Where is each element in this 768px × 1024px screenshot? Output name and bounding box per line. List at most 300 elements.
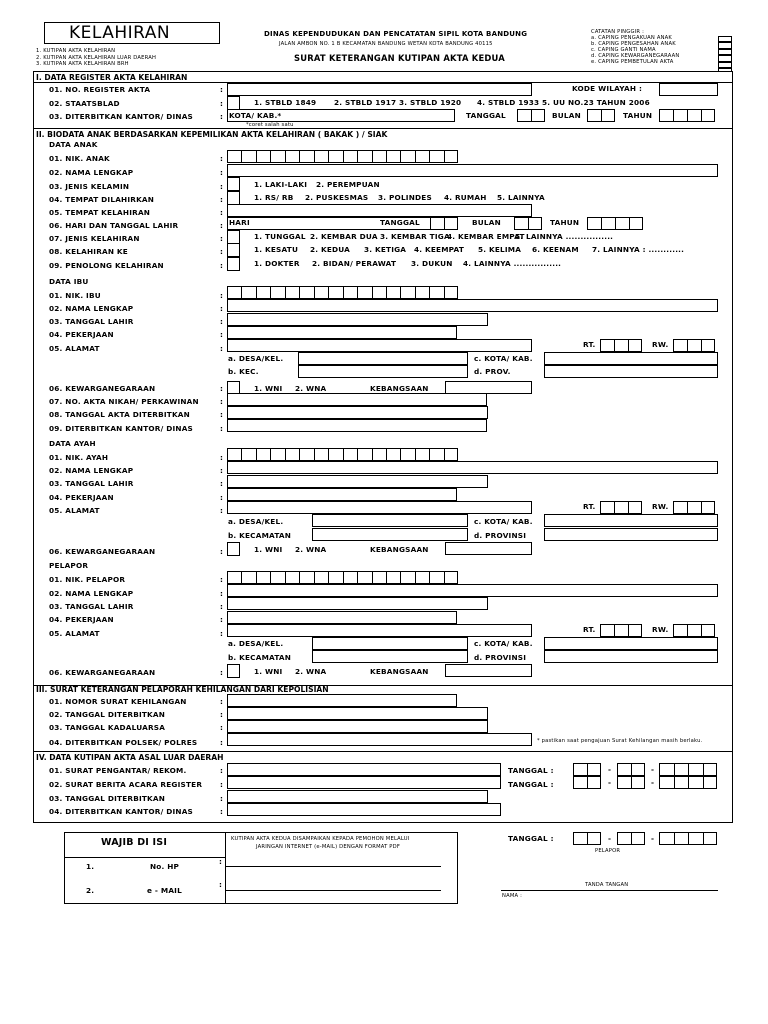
cell-divider [587, 777, 588, 788]
colon: : [220, 168, 224, 177]
email-info: JARINGAN INTERNET (e-MAIL) DENGAN FORMAT PDF [256, 844, 401, 850]
cell-divider [270, 572, 271, 583]
item-number: 2. [86, 886, 95, 895]
pelapor-kebangsaan-input[interactable] [445, 664, 532, 677]
colon: : [220, 493, 224, 502]
section-divider [33, 751, 733, 752]
cell-divider [687, 502, 688, 513]
ibu-lahir-date-frame [227, 313, 488, 326]
cell-divider [688, 833, 689, 844]
cell-divider [357, 449, 358, 460]
nik-anak-cells[interactable] [227, 150, 458, 163]
ayah-field-label: 04. PEKERJAAN [49, 493, 114, 502]
cell-divider [444, 287, 445, 298]
kota-input[interactable] [544, 352, 718, 365]
colon: : [220, 195, 224, 204]
colon: : [220, 261, 224, 270]
colon: : [220, 234, 224, 243]
cell-divider [614, 340, 615, 351]
cell-divider [314, 449, 315, 460]
cell-divider [688, 764, 689, 775]
cell-divider [270, 287, 271, 298]
provinsi-input[interactable] [544, 650, 718, 663]
staatsblad-box[interactable] [227, 96, 240, 110]
rt-label: RT. [583, 340, 596, 349]
cell-divider [328, 151, 329, 162]
cell-divider [628, 340, 629, 351]
anak-field-label: 09. PENOLONG KELAHIRAN [49, 261, 164, 270]
colon: : [220, 247, 224, 256]
pengantar-mm-cells[interactable] [617, 763, 645, 776]
ttd-yyyy-cells[interactable] [659, 832, 717, 845]
cell-divider [674, 777, 675, 788]
cell-divider [701, 110, 702, 121]
form-title-kelahiran: KELAHIRAN [69, 23, 171, 43]
tempat-kelahiran-input[interactable] [227, 204, 532, 217]
agency-name: DINAS KEPENDUDUKAN DAN PENCATATAN SIPIL KOTA BANDUNG [264, 30, 528, 38]
option: 4. KEEMPAT [414, 245, 465, 254]
option: 7. LAINNYA : ............ [592, 245, 685, 254]
dash-separator: - [651, 778, 655, 787]
note-item: a. CAPING PENGAKUAN ANAK [591, 35, 673, 41]
ibu-field-label: 02. NAMA LENGKAP [49, 304, 134, 313]
ayah-kewarganegaraan-box[interactable] [227, 542, 240, 556]
cell-divider [444, 151, 445, 162]
dash-separator: - [608, 834, 612, 843]
pelapor-field-label: 05. ALAMAT [49, 629, 100, 638]
cell-divider [429, 572, 430, 583]
ayah-field-label: 03. TANGGAL LAHIR [49, 479, 134, 488]
dash-separator: - [608, 765, 612, 774]
wni-option: 1. WNI [254, 545, 283, 554]
cell-divider [701, 625, 702, 636]
note-item: d. CAPING KEWARGANEGARAAN [591, 53, 680, 59]
cell-divider [299, 151, 300, 162]
colon: : [220, 780, 224, 789]
cell-divider [314, 151, 315, 162]
cell-divider [415, 287, 416, 298]
option: 5. KELIMA [478, 245, 522, 254]
anak-field-label: 08. KELAHIRAN KE [49, 247, 128, 256]
desa-input[interactable] [312, 514, 468, 527]
pengantar-yyyy-cells[interactable] [659, 763, 717, 776]
pelapor-field-label: 03. TANGGAL LAHIR [49, 602, 134, 611]
nik-pelapor-cells[interactable] [227, 571, 458, 584]
cell-divider [631, 764, 632, 775]
cell-divider [687, 625, 688, 636]
hari-input[interactable] [227, 217, 455, 230]
colon: : [220, 221, 224, 230]
kecamatan-input[interactable] [312, 528, 468, 541]
staatsblad-option: 4. STBLD 1933 [477, 98, 540, 107]
signature-line [501, 890, 718, 891]
cell-divider [444, 218, 445, 229]
kebangsaan-label: KEBANGSAAN [370, 384, 429, 393]
colon: : [219, 880, 223, 889]
cell-divider [429, 287, 430, 298]
cell-divider [674, 833, 675, 844]
staatsblad-option: 1. STBLD 1849 [254, 98, 317, 107]
email-line [226, 890, 441, 891]
cell-divider [256, 572, 257, 583]
ayah-rt-cells[interactable] [600, 501, 642, 514]
wni-option: 1. WNI [254, 667, 283, 676]
colon: : [220, 291, 224, 300]
option: 5. LAINNYA ................ [515, 232, 614, 241]
dash-separator: - [608, 778, 612, 787]
cell-divider [270, 151, 271, 162]
anak-field-label: 06. HARI DAN TANGGAL LAHIR [49, 221, 179, 230]
cell-divider [299, 287, 300, 298]
colon: : [220, 807, 224, 816]
kode-wilayah-label: KODE WILAYAH : [572, 84, 643, 93]
kota-label: c. KOTA/ KAB. [474, 639, 533, 648]
rw-label: RW. [652, 502, 669, 511]
ibu-field-label: 01. NIK. IBU [49, 291, 101, 300]
option: 1. RS/ RB [254, 193, 294, 202]
cell-divider [528, 218, 529, 229]
ayah-field-label: 02. NAMA LENGKAP [49, 466, 134, 475]
ibu-field-label: 05. ALAMAT [49, 344, 100, 353]
option: 3. KETIGA [364, 245, 407, 254]
anak-field-label: 07. JENIS KELAHIRAN [49, 234, 140, 243]
pelapor-field-label: 01. NIK. PELAPOR [49, 575, 126, 584]
field-label: 01. NO. REGISTER AKTA [49, 85, 151, 94]
kota-kab-label: KOTA/ KAB.* [229, 111, 282, 120]
colon: : [220, 575, 224, 584]
cell-divider [372, 449, 373, 460]
cell-divider [299, 449, 300, 460]
option: 5. LAINNYA [497, 193, 545, 202]
section4-field-label: 04. DITERBITKAN KANTOR/ DINAS [49, 807, 194, 816]
cell-divider [328, 449, 329, 460]
nama-anak-input[interactable] [227, 164, 718, 177]
section-divider [33, 128, 733, 129]
cell-divider [241, 572, 242, 583]
berita-acara-input[interactable] [227, 776, 501, 789]
section4-field-label: 03. TANGGAL DITERBITKAN [49, 794, 166, 803]
kec-input[interactable] [298, 365, 468, 378]
desa-input[interactable] [298, 352, 468, 365]
ibu-field-label: 08. TANGGAL AKTA DITERBITKAN [49, 410, 190, 419]
colon: : [220, 344, 224, 353]
cell-divider [285, 151, 286, 162]
bulan-label: BULAN [552, 111, 581, 120]
coret-note: *coret salah satu [246, 122, 294, 128]
kota-label: c. KOTA/ KAB. [474, 517, 533, 526]
tahun-cells[interactable] [659, 109, 715, 122]
ibu-field-label: 03. TANGGAL LAHIR [49, 317, 134, 326]
option: 3. POLINDES [378, 193, 432, 202]
cell-divider [531, 110, 532, 121]
colon: : [220, 330, 224, 339]
kecamatan-label: b. KECAMATAN [228, 531, 292, 540]
colon: : [220, 466, 224, 475]
colon: : [220, 710, 224, 719]
pelapor-field-label: 04. PEKERJAAN [49, 615, 114, 624]
cell-divider [328, 572, 329, 583]
tanggal-label: TANGGAL [466, 111, 506, 120]
nama-ibu-input[interactable] [227, 299, 718, 312]
nama-ayah-input[interactable] [227, 461, 718, 474]
wni-option: 1. WNI [254, 384, 283, 393]
cell-divider [631, 777, 632, 788]
colon: : [220, 479, 224, 488]
colon: : [220, 317, 224, 326]
pelapor-label: PELAPOR [595, 848, 621, 854]
staatsblad-option: 3. STBLD 1920 [399, 98, 462, 107]
ibu-field-label: 07. NO. AKTA NIKAH/ PERKAWINAN [49, 397, 199, 406]
cell-divider [587, 833, 588, 844]
colon: : [220, 794, 224, 803]
colon: : [220, 602, 224, 611]
anak-field-label: 02. NAMA LENGKAP [49, 168, 134, 177]
cell-divider [357, 151, 358, 162]
cell-divider [270, 449, 271, 460]
tanggal-label: TANGGAL : [508, 834, 554, 843]
section1-title: I. DATA REGISTER AKTA KELAHIRAN [36, 73, 188, 82]
tahun-label: TAHUN [623, 111, 653, 120]
prov-input[interactable] [544, 365, 718, 378]
rt-label: RT. [583, 502, 596, 511]
colon: : [220, 766, 224, 775]
kehilangan-kadaluarsa-date-frame [227, 720, 488, 733]
item-number: 1. [86, 862, 95, 871]
colon: : [220, 668, 224, 677]
kota-input[interactable] [544, 514, 718, 527]
cell-divider [444, 572, 445, 583]
colon: : [220, 615, 224, 624]
cell-divider [688, 777, 689, 788]
provinsi-input[interactable] [544, 528, 718, 541]
cell-divider [400, 151, 401, 162]
colon: : [220, 384, 224, 393]
alamat-ayah-input[interactable] [227, 501, 532, 514]
cell-divider [703, 833, 704, 844]
option: 2. KEDUA [310, 245, 351, 254]
cell-divider [343, 151, 344, 162]
cell-divider [444, 449, 445, 460]
option: 1. KESATU [254, 245, 299, 254]
bulan-cells[interactable] [514, 217, 542, 230]
option: 1. LAKI-LAKI [254, 180, 308, 189]
section3-title: III. SURAT KETERANGAN PELAPORAH KEHILANGAN DARI KEPOLISIAN [36, 685, 329, 694]
cell-divider [386, 287, 387, 298]
pelapor-kewarganegaraan-box[interactable] [227, 664, 240, 678]
register-akta-input[interactable] [227, 83, 532, 96]
ibu-field-label: 06. KEWARGANEGARAAN [49, 384, 156, 393]
tahun-cells[interactable] [587, 217, 643, 230]
pelapor-rw-cells[interactable] [673, 624, 715, 637]
email-label: e - MAIL [147, 886, 182, 895]
kantor-luar-input[interactable] [227, 803, 501, 816]
colon: : [220, 208, 224, 217]
data-ayah-title: DATA AYAH [49, 439, 96, 448]
colon: : [220, 424, 224, 433]
kantor-ibu-input[interactable] [227, 419, 487, 432]
berita-acara-yyyy-cells[interactable] [659, 776, 717, 789]
cell-divider [628, 625, 629, 636]
cell-divider [256, 449, 257, 460]
cell-divider [703, 777, 704, 788]
colon: : [220, 738, 224, 747]
no-hp-line [226, 866, 441, 867]
nama-pelapor-input[interactable] [227, 584, 718, 597]
rw-label: RW. [652, 340, 669, 349]
alamat-ibu-input[interactable] [227, 339, 532, 352]
prov-label: d. PROV. [474, 367, 511, 376]
ayah-rw-cells[interactable] [673, 501, 715, 514]
cell-divider [601, 218, 602, 229]
cell-divider [386, 572, 387, 583]
ayah-kebangsaan-input[interactable] [445, 542, 532, 555]
cell-divider [256, 287, 257, 298]
colon: : [220, 723, 224, 732]
section3-field-label: 02. TANGGAL DITERBITKAN [49, 710, 166, 719]
cell-divider [629, 218, 630, 229]
cell-divider [687, 110, 688, 121]
section3-field-label: 04. DITERBITKAN POLSEK/ POLRES [49, 738, 198, 747]
berita-acara-mm-cells[interactable] [617, 776, 645, 789]
cell-divider [285, 572, 286, 583]
colon: : [220, 629, 224, 638]
cell-divider [614, 625, 615, 636]
polsek-input[interactable] [227, 733, 532, 746]
bulan-cells[interactable] [587, 109, 615, 122]
tanggal-label: TANGGAL : [508, 780, 554, 789]
ibu-rt-cells[interactable] [600, 339, 642, 352]
dash-separator: - [651, 834, 655, 843]
cell-divider [701, 502, 702, 513]
staatsblad-option: 5. UU NO.23 TAHUN 2006 [542, 98, 650, 107]
jenis-kelahiran-box[interactable] [227, 230, 240, 244]
desa-input[interactable] [312, 637, 468, 650]
tanggal-cells[interactable] [430, 217, 458, 230]
ttd-mm-cells[interactable] [617, 832, 645, 845]
cell-divider [614, 502, 615, 513]
cell-divider [415, 449, 416, 460]
cell-divider [631, 833, 632, 844]
pekerjaan-ayah-input[interactable] [227, 488, 457, 501]
colon: : [220, 589, 224, 598]
berita-acara-dd-cells[interactable] [573, 776, 601, 789]
cell-divider [615, 218, 616, 229]
cell-divider [256, 151, 257, 162]
ttd-dd-cells[interactable] [573, 832, 601, 845]
provinsi-label: d. PROVINSI [474, 531, 527, 540]
pelapor-lahir-date-frame [227, 597, 488, 610]
cell-divider [429, 151, 430, 162]
wna-option: 2. WNA [295, 667, 327, 676]
option: 3. DUKUN [411, 259, 453, 268]
field-label: 03. DITERBITKAN KANTOR/ DINAS [49, 112, 194, 121]
cell-divider [372, 287, 373, 298]
kelahiran-ke-box[interactable] [227, 243, 240, 257]
akta-nikah-date-frame [227, 406, 488, 419]
luar-terbit-date-frame [227, 790, 488, 803]
ayah-field-label: 01. NIK. AYAH [49, 453, 109, 462]
kota-input[interactable] [544, 637, 718, 650]
colon: : [220, 304, 224, 313]
section4-field-label: 01. SURAT PENGANTAR/ REKOM. [49, 766, 187, 775]
form-type-item: 1. KUTIPAN AKTA KELAHIRAN [36, 48, 116, 54]
kode-wilayah-input[interactable] [659, 83, 718, 96]
tanggal-label: TANGGAL : [508, 766, 554, 775]
tanggal-cells[interactable] [517, 109, 545, 122]
nik-ibu-cells[interactable] [227, 286, 458, 299]
form-type-item: 3. KUTIPAN AKTA KELAHIRAN BRH [36, 61, 129, 67]
kota-label: c. KOTA/ KAB. [474, 354, 533, 363]
wajib-divider [64, 857, 225, 858]
ayah-field-label: 06. KEWARGANEGARAAN [49, 547, 156, 556]
kehilangan-note: * pastikan saat pengajuan Surat Kehilangan masih berlaku. [537, 738, 703, 744]
cell-divider [357, 572, 358, 583]
option: 1. DOKTER [254, 259, 300, 268]
section4-title: IV. DATA KUTIPAN AKTA ASAL LUAR DAERAH [36, 753, 224, 762]
option: 2. KEMBAR DUA [310, 232, 378, 241]
kebangsaan-label: KEBANGSAAN [370, 545, 429, 554]
kecamatan-input[interactable] [312, 650, 468, 663]
tahun-label: TAHUN [550, 218, 580, 227]
option: 2. PEREMPUAN [316, 180, 380, 189]
pekerjaan-ibu-input[interactable] [227, 326, 457, 339]
cell-divider [429, 449, 430, 460]
colon: : [220, 112, 224, 121]
wajib-divider [225, 832, 226, 904]
pengantar-dd-cells[interactable] [573, 763, 601, 776]
jenis-kelamin-box[interactable] [227, 177, 240, 191]
pelapor-field-label: 06. KEWARGANEGARAAN [49, 668, 156, 677]
cell-divider [314, 572, 315, 583]
kebangsaan-label: KEBANGSAAN [370, 667, 429, 676]
section3-field-label: 01. NOMOR SURAT KEHILANGAN [49, 697, 187, 706]
colon: : [220, 697, 224, 706]
akta-nikah-input[interactable] [227, 393, 487, 406]
pelapor-field-label: 02. NAMA LENGKAP [49, 589, 134, 598]
desa-label: a. DESA/KEL. [228, 639, 284, 648]
cell-divider [372, 572, 373, 583]
nomor-kehilangan-input[interactable] [227, 694, 457, 707]
colon: : [220, 410, 224, 419]
ibu-field-label: 04. PEKERJAAN [49, 330, 114, 339]
cell-divider [400, 287, 401, 298]
section2-title: II. BIODATA ANAK BERDASARKAN KEPEMILIKAN AKTA KELAHIRAN ( BAKAK ) / SIAK [36, 130, 388, 139]
cell-divider [299, 572, 300, 583]
pelapor-rt-cells[interactable] [600, 624, 642, 637]
cell-divider [241, 287, 242, 298]
penolong-box[interactable] [227, 257, 240, 271]
option: 2. PUSKESMAS [305, 193, 369, 202]
pekerjaan-pelapor-input[interactable] [227, 611, 457, 624]
desa-label: a. DESA/KEL. [228, 517, 284, 526]
cell-divider [285, 287, 286, 298]
nik-ayah-cells[interactable] [227, 448, 458, 461]
tanggal-label: TANGGAL [380, 218, 420, 227]
cell-divider [285, 449, 286, 460]
option: 6. KEENAM [532, 245, 579, 254]
ayah-lahir-date-frame [227, 475, 488, 488]
ibu-rw-cells[interactable] [673, 339, 715, 352]
data-anak-title: DATA ANAK [49, 140, 98, 149]
colon: : [220, 397, 224, 406]
colon: : [220, 99, 224, 108]
pelapor-title: PELAPOR [49, 561, 89, 570]
tempat-dilahirkan-box[interactable] [227, 191, 240, 205]
alamat-pelapor-input[interactable] [227, 624, 532, 637]
kehilangan-terbit-date-frame [227, 707, 488, 720]
surat-pengantar-input[interactable] [227, 763, 501, 776]
anak-field-label: 04. TEMPAT DILAHIRKAN [49, 195, 155, 204]
